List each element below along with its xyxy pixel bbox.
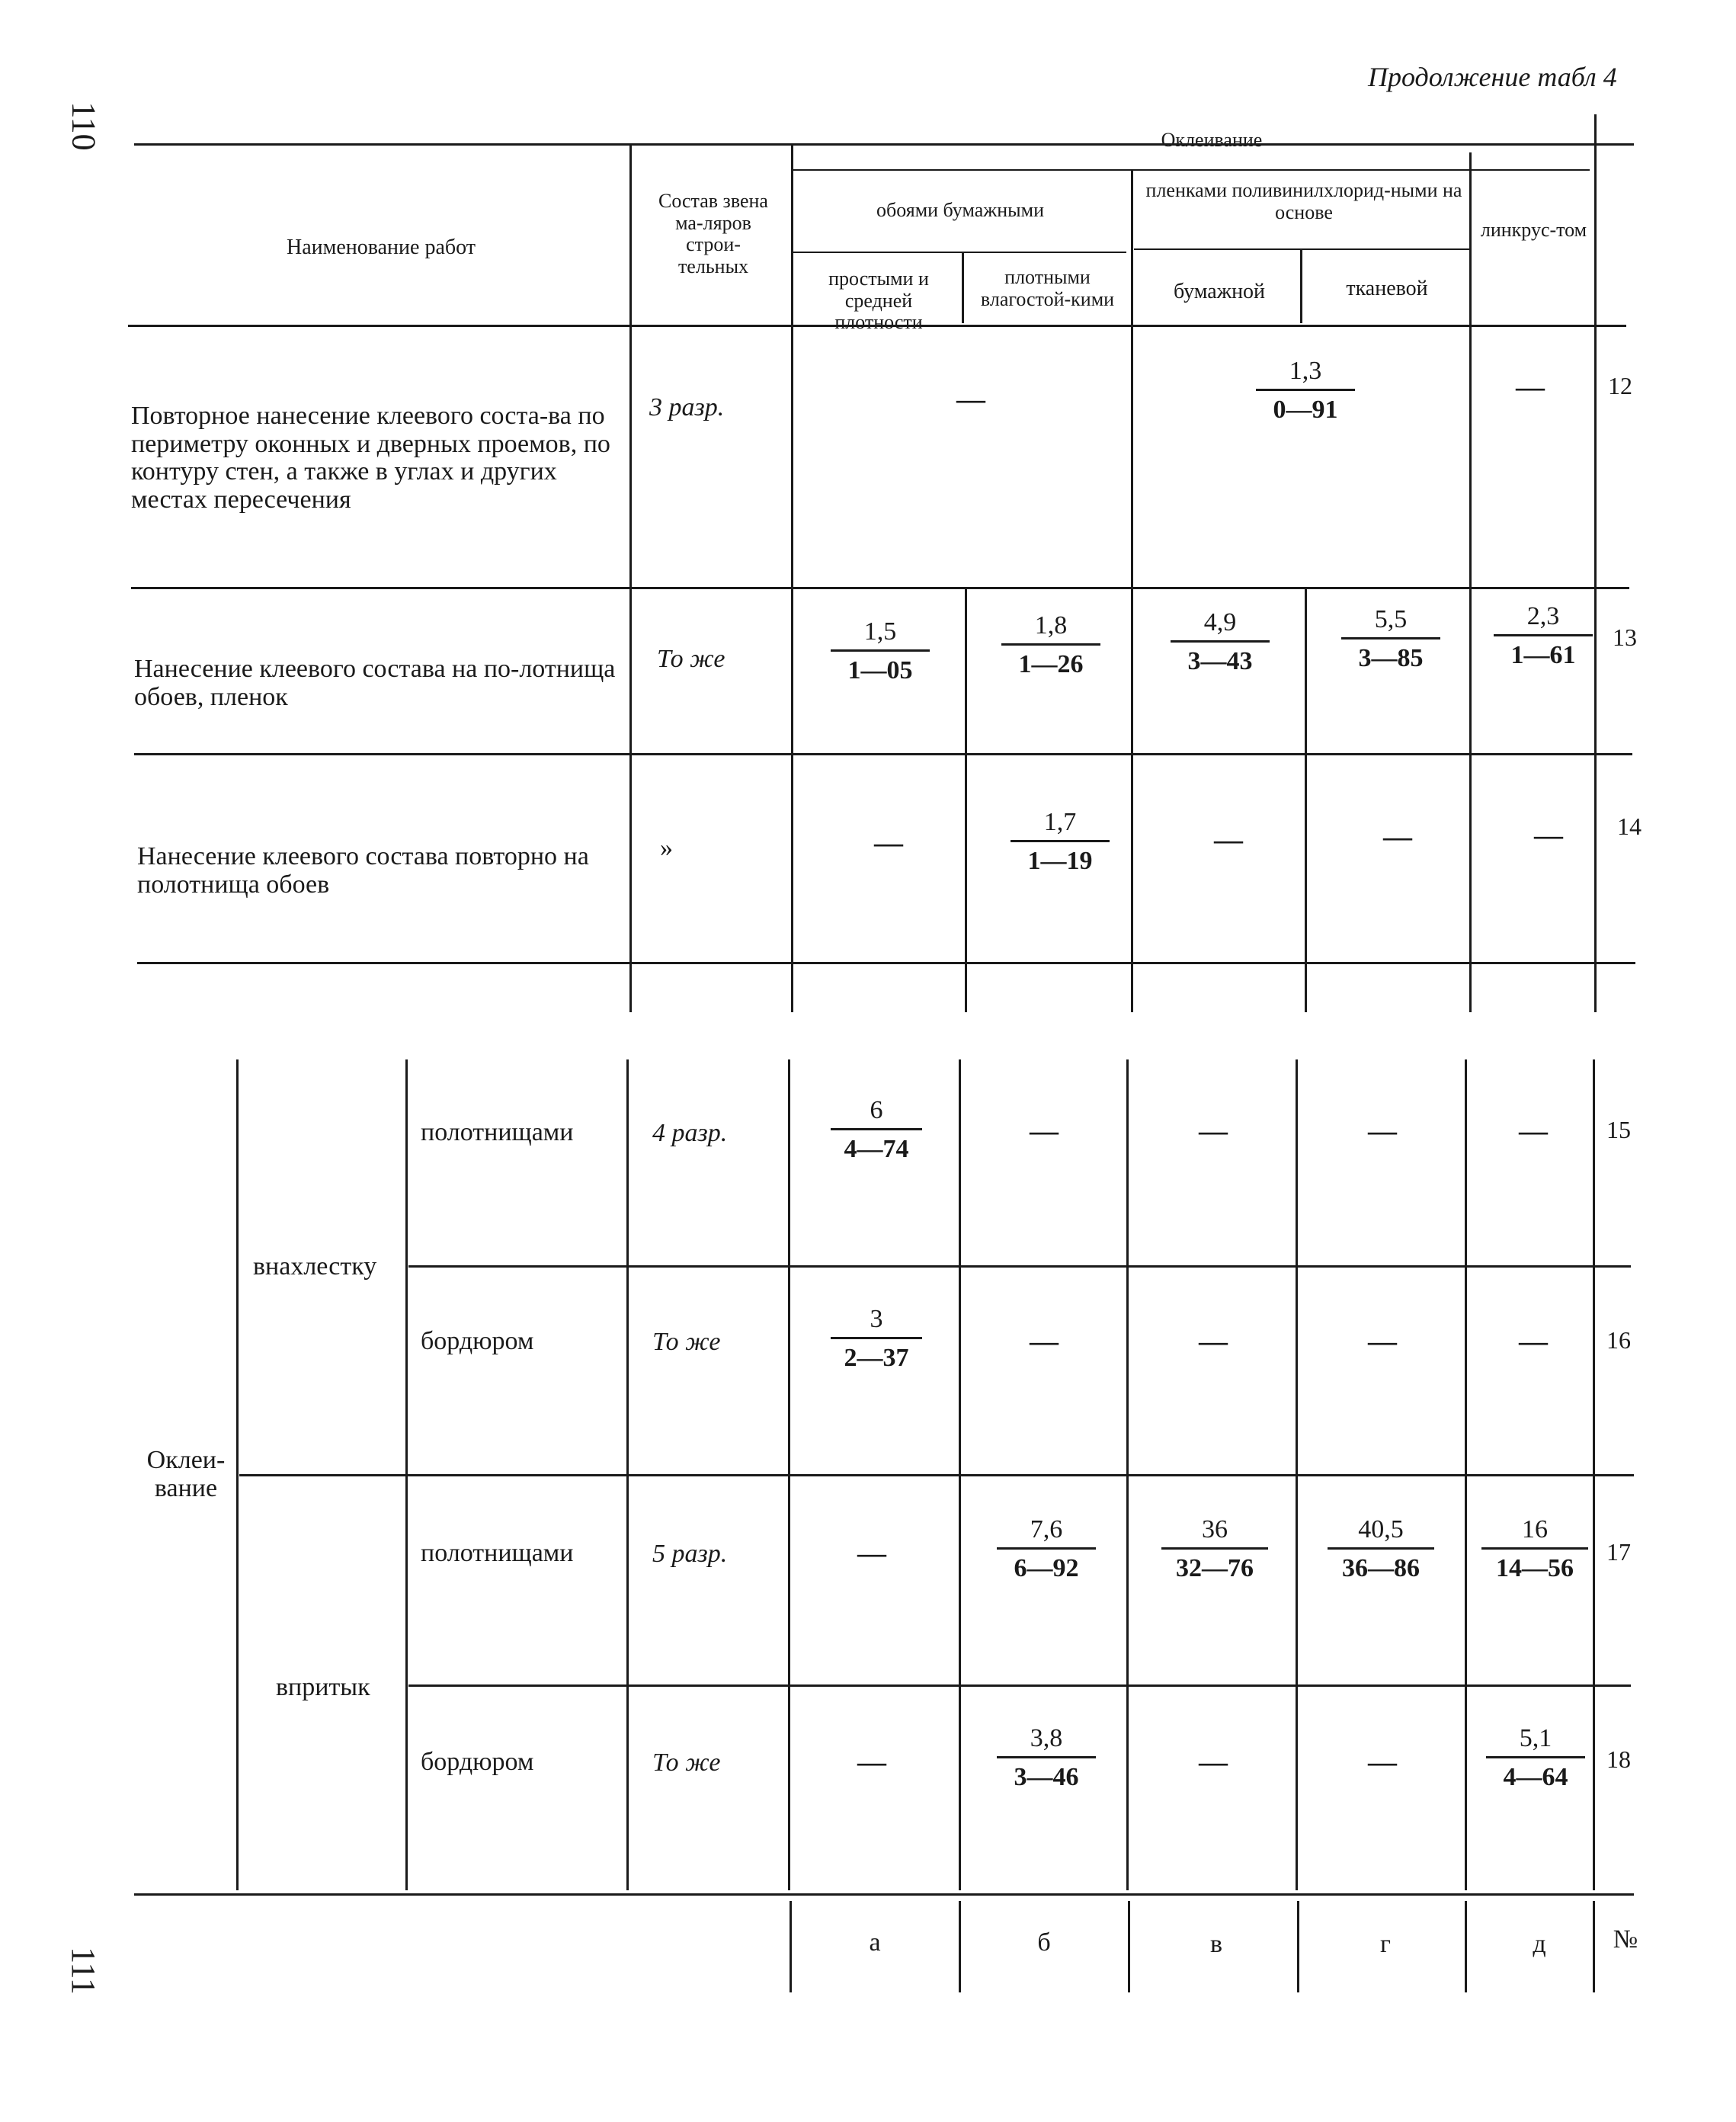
row17-g-price: 36—86 <box>1328 1547 1434 1582</box>
col-rule-a <box>791 143 793 1012</box>
row18-d-norm: 5,1 <box>1519 1724 1552 1752</box>
row12-work-name: Повторное нанесение клеевого соста-ва по периметру оконных и дверных проемов, по контуру стен, а также в углах и других местах пересечения <box>131 402 610 514</box>
col-rule-no <box>1594 114 1597 1012</box>
row14-a-dash: — <box>874 827 903 859</box>
row18-a-dash: — <box>857 1746 886 1778</box>
row13-b-value <box>1001 613 1100 678</box>
header-lincrusta: линкрус-том <box>1480 219 1587 241</box>
header-pvc-films: пленками поливинилхлорид-ными на основе <box>1145 179 1462 223</box>
row12-ab-dash: — <box>956 383 985 415</box>
row17-b-norm: 7,6 <box>1030 1515 1063 1543</box>
row15-crew: 4 разр. <box>652 1119 728 1147</box>
row14-b-value <box>1011 809 1110 874</box>
row14-b-norm: 1,7 <box>1043 808 1077 836</box>
row16-a-value <box>831 1306 922 1371</box>
col-rule-b <box>965 587 967 1012</box>
column-letter-a: а <box>869 1928 881 1957</box>
row14-number: 14 <box>1617 813 1642 840</box>
row15-a-value <box>831 1098 922 1162</box>
continuation-caption: Продолжение табл 4 <box>1368 62 1617 92</box>
row13-v-price: 3—43 <box>1171 640 1270 675</box>
row15-v-dash: — <box>1199 1115 1228 1147</box>
row17-a-dash: — <box>857 1537 886 1569</box>
subgroup-overlap: внахлестку <box>253 1252 377 1281</box>
footer-rule-g <box>1297 1901 1299 1992</box>
row14-crew: » <box>660 834 673 862</box>
col-rule-b-header <box>962 252 964 323</box>
row18-d-price: 4—64 <box>1486 1756 1585 1790</box>
row18-kind: бордюром <box>421 1748 534 1776</box>
row18-b-price: 3—46 <box>997 1756 1096 1790</box>
row13-crew: То же <box>657 645 725 673</box>
row18-crew: То же <box>652 1749 721 1777</box>
row18-b-norm: 3,8 <box>1030 1724 1063 1752</box>
column-letter-number: № <box>1613 1925 1638 1954</box>
footer-rule-no <box>1593 1901 1595 1992</box>
row15-g-dash: — <box>1368 1115 1397 1147</box>
column-letter-v: в <box>1209 1930 1223 1958</box>
row13-a-price: 1—05 <box>831 649 930 684</box>
overlap-bottom-rule <box>239 1474 1634 1476</box>
footer-rule-b <box>959 1901 961 1992</box>
column-letter-d: д <box>1533 1930 1546 1958</box>
row14-bottom-rule <box>137 962 1635 964</box>
row16-b-dash: — <box>1030 1325 1059 1358</box>
row15-d-dash: — <box>1519 1115 1548 1147</box>
row16-number: 16 <box>1606 1326 1631 1354</box>
header-paper-wallpaper: обоями бумажными <box>876 199 1044 221</box>
page-number-bottom: 111 <box>64 1947 102 1995</box>
row14-work-name: Нанесение клеевого состава повторно на полотнища обоев <box>137 842 589 899</box>
row17-number: 17 <box>1606 1538 1631 1566</box>
row17-bottom-rule <box>408 1684 1631 1687</box>
row13-a-norm: 1,5 <box>863 617 897 646</box>
row15-kind: полотнищами <box>421 1118 574 1146</box>
row18-d-value <box>1486 1726 1585 1790</box>
col-rule-v <box>1131 169 1133 1012</box>
row13-v-value <box>1171 610 1270 675</box>
bottom-table-rule <box>134 1893 1634 1896</box>
row17-b-value <box>997 1517 1096 1582</box>
row13-g-value <box>1341 607 1440 672</box>
row13-v-norm: 4,9 <box>1203 608 1237 636</box>
row18-g-dash: — <box>1368 1746 1397 1778</box>
header-rule-2a <box>791 252 1126 253</box>
row17-v-price: 32—76 <box>1161 1547 1268 1582</box>
row12-bottom-rule <box>131 587 1629 589</box>
row12-d-dash: — <box>1516 371 1545 403</box>
header-dense: плотными влагостой-кими <box>980 266 1115 310</box>
row13-d-value <box>1494 604 1593 668</box>
row13-number: 13 <box>1613 623 1637 651</box>
row14-d-dash: — <box>1534 819 1563 851</box>
row13-work-name: Нанесение клеевого состава на по-лотнища обоев, пленок <box>134 655 616 711</box>
header-gluing: Оклеивание <box>1161 129 1263 151</box>
row14-b-price: 1—19 <box>1011 840 1110 874</box>
row17-crew: 5 разр. <box>652 1540 728 1568</box>
col-rule-d <box>1469 152 1472 1012</box>
row12-vg-value <box>1256 358 1355 423</box>
row15-number: 15 <box>1606 1116 1631 1143</box>
footer-rule-v <box>1128 1901 1130 1992</box>
header-paper-base: бумажной <box>1173 280 1266 303</box>
header-fabric-base: тканевой <box>1346 277 1428 300</box>
row12-vg-norm: 1,3 <box>1289 357 1322 385</box>
row13-d-price: 1—61 <box>1494 634 1593 668</box>
row17-d-norm: 16 <box>1522 1515 1548 1543</box>
header-work-name: Наименование работ <box>287 236 476 259</box>
col-rule-g-header <box>1300 248 1302 323</box>
row17-v-norm: 36 <box>1202 1515 1228 1543</box>
row16-d-dash: — <box>1519 1325 1548 1358</box>
row13-g-norm: 5,5 <box>1374 605 1408 633</box>
row12-number: 12 <box>1608 372 1632 399</box>
row17-d-value <box>1481 1517 1588 1582</box>
row17-b-price: 6—92 <box>997 1547 1096 1582</box>
row13-d-norm: 2,3 <box>1526 602 1560 630</box>
subgroup-butt: впритык <box>276 1673 370 1701</box>
row15-a-norm: 6 <box>870 1096 883 1124</box>
row12-crew: 3 разр. <box>649 393 725 422</box>
row14-g-dash: — <box>1383 821 1412 853</box>
row18-number: 18 <box>1606 1745 1631 1773</box>
row17-g-value <box>1328 1517 1434 1582</box>
row17-kind: полотнищами <box>421 1539 574 1567</box>
row13-g-price: 3—85 <box>1341 637 1440 672</box>
row12-vg-price: 0—91 <box>1256 389 1355 423</box>
row16-crew: То же <box>652 1328 721 1356</box>
row14-v-dash: — <box>1214 824 1243 856</box>
row15-bottom-rule <box>408 1265 1631 1268</box>
row16-a-price: 2—37 <box>831 1337 922 1371</box>
column-letter-b: б <box>1037 1928 1051 1957</box>
column-letter-g: г <box>1380 1930 1391 1958</box>
header-simple: простыми и средней плотности <box>828 268 929 334</box>
row16-kind: бордюром <box>421 1327 534 1355</box>
row16-v-dash: — <box>1199 1325 1228 1358</box>
table-top-rule <box>134 143 1634 146</box>
row18-v-dash: — <box>1199 1746 1228 1778</box>
row17-g-norm: 40,5 <box>1358 1515 1404 1543</box>
page-number-top: 110 <box>65 101 103 151</box>
header-crew: Состав звена ма-ляров строи-тельных <box>658 190 768 277</box>
col-rule-g <box>1305 587 1307 1012</box>
footer-rule-a <box>790 1901 792 1992</box>
row13-b-price: 1—26 <box>1001 643 1100 678</box>
row17-d-price: 14—56 <box>1481 1547 1588 1582</box>
row13-bottom-rule <box>134 753 1632 755</box>
footer-rule-d <box>1465 1901 1467 1992</box>
row16-a-norm: 3 <box>870 1305 883 1333</box>
row16-g-dash: — <box>1368 1325 1397 1358</box>
row15-b-dash: — <box>1030 1115 1059 1147</box>
group-label-gluing: Оклеи-вание <box>146 1446 226 1502</box>
row18-b-value <box>997 1726 1096 1790</box>
row13-a-value <box>831 619 930 684</box>
row17-v-value <box>1161 1517 1268 1582</box>
bottom-rule-group <box>236 1059 239 1890</box>
row13-b-norm: 1,8 <box>1034 611 1068 639</box>
row15-a-price: 4—74 <box>831 1128 922 1162</box>
